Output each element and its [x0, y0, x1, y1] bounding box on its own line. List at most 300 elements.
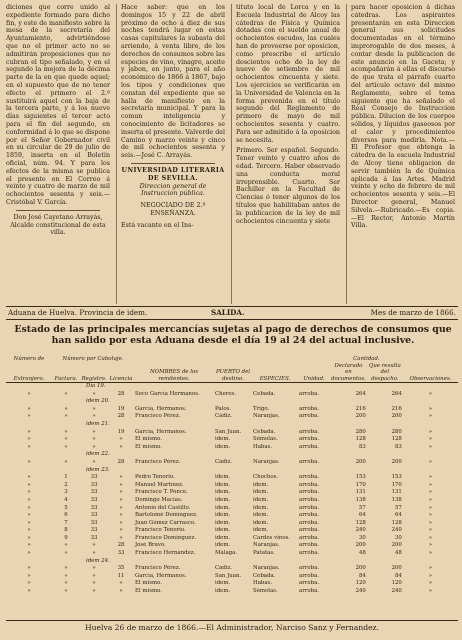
cell-registro: »: [92, 580, 96, 587]
cell-especie: idem.: [253, 519, 269, 526]
cell-unidad: arroba.: [299, 550, 319, 557]
cell-resulta: 128: [391, 519, 402, 526]
cell-remitente: Seco García Hermanos.: [135, 390, 200, 397]
cell-puerto: idem.: [215, 443, 231, 450]
cell-resulta: 170: [391, 481, 402, 488]
cell-declarado: 84: [359, 572, 366, 579]
cell-extranjero: »: [27, 565, 31, 572]
table-row: [6, 436, 458, 444]
cell-remitente: José Bravo.: [135, 542, 166, 549]
cell-unidad: arroba.: [299, 481, 319, 488]
cell-especie: Habas.: [253, 443, 273, 450]
cell-resulta: 84: [395, 572, 402, 579]
column-3-text: tituto local de Lorca y en la Escuela Industrial de Alcoy las cátedras de Física y Química dotadas con el sueldo anual de ochocientos escudos, las cuales han de proveerse por oposicion, como prescribe el artículo doscientos ocho de la ley de nueve de setiembre de mil ochocientos cincuenta y siete. Los ejercicios se verificarán en la Universidad de Valencia en la forma prevenida en el título segundo del Reglamento de primero de mayo de mil ochocientos sesenta y cuatro. Para ser admitido á la oposicion se necesita.: [236, 4, 340, 144]
cell-factura: »: [64, 428, 68, 435]
column-2-tail: Está vacante en el Ins-: [121, 221, 194, 229]
cell-factura: 1: [64, 474, 68, 481]
cell-extranjero: »: [27, 534, 31, 541]
header-unidad: Unidad.: [298, 363, 330, 383]
cell-remitente: García, Hermanos.: [135, 572, 187, 579]
date-row: [6, 383, 458, 391]
cell-puerto: Cheres.: [215, 390, 237, 397]
cell-resulta: 200: [391, 413, 402, 420]
cell-resulta: 264: [391, 390, 402, 397]
cell-declarado: 240: [355, 527, 366, 534]
table-row: [6, 580, 458, 588]
cell-declarado: 200: [355, 413, 366, 420]
cell-resulta: 30: [395, 534, 402, 541]
cell-remitente: El mismo.: [135, 443, 162, 450]
cell-remitente: Francisco Domínguez.: [135, 534, 197, 541]
cell-especie: idem.: [253, 512, 269, 519]
cell-especie: Cebada.: [253, 572, 276, 579]
cell-registro: »: [92, 428, 96, 435]
cell-observaciones: »: [428, 512, 433, 519]
cell-unidad: arroba.: [299, 405, 319, 412]
cell-licencia: »: [119, 489, 123, 496]
cell-observaciones: »: [428, 390, 433, 397]
table-row: [6, 429, 458, 437]
cell-especie: Naranjas.: [253, 542, 280, 549]
cell-factura: »: [64, 436, 68, 443]
cell-resulta: 48: [395, 550, 402, 557]
cell-unidad: arroba.: [299, 489, 319, 496]
cell-unidad: arroba.: [299, 565, 319, 572]
cell-especie: Sémolas.: [253, 588, 278, 595]
cell-unidad: arroba.: [299, 443, 319, 450]
cell-licencia: 28: [117, 390, 125, 397]
cell-remitente: Manuel Martínez.: [135, 481, 184, 488]
cell-extranjero: »: [27, 443, 31, 450]
cell-remitente: Francisco Hernández.: [135, 550, 196, 557]
cell-declarado: 120: [355, 580, 366, 587]
table-row: [6, 497, 458, 505]
cell-declarado: 153: [355, 474, 366, 481]
table-row: [6, 535, 458, 543]
table-row: [6, 527, 458, 535]
cell-observaciones: »: [428, 405, 433, 412]
cell-registro: »: [92, 458, 96, 465]
cell-especie: Cebada.: [253, 428, 276, 435]
cell-especie: Cardos vinos.: [253, 534, 291, 541]
header-cantidad: Cantidad.: [353, 356, 380, 362]
cell-remitente: Francisco Pérez.: [135, 565, 181, 572]
date-label: idem 23.: [86, 466, 110, 473]
cell-factura: 2: [64, 481, 68, 488]
cell-remitente: Francisco Pérez.: [135, 413, 181, 420]
column-3-list: Primero. Ser español. Segundo. Tener veinte y cuatro años de edad. Tercero. Haber observado una conducta moral irreprensible. Cuarto. Ser Bachiller en la Facultad de Ciencias ó tener algunos de los títulos que habilitaban antes de la publicacion de la ley de mil ochocientos cincuenta y siete: [236, 147, 340, 225]
cell-puerto: idem.: [215, 527, 231, 534]
cell-declarado: 128: [355, 436, 366, 443]
cell-puerto: Cádiz.: [215, 413, 233, 420]
table-row: [6, 520, 458, 528]
cell-factura: »: [64, 542, 68, 549]
cell-extranjero: »: [27, 527, 31, 534]
column-separator: [231, 4, 232, 304]
cell-puerto: Cádiz.: [215, 565, 233, 572]
cell-observaciones: »: [428, 443, 433, 450]
cell-resulta: 200: [391, 565, 402, 572]
cell-declarado: 48: [359, 550, 366, 557]
cell-puerto: San Juan.: [215, 572, 242, 579]
cell-declarado: 200: [355, 458, 366, 465]
cell-observaciones: »: [428, 550, 433, 557]
cell-extranjero: »: [27, 519, 31, 526]
cell-registro: 33: [90, 512, 98, 519]
cell-resulta: 57: [395, 504, 402, 511]
header-puerto: PUERTO del destino.: [214, 363, 252, 383]
cell-observaciones: »: [428, 428, 433, 435]
cell-puerto: idem.: [215, 436, 231, 443]
date-label: idem 22.: [86, 451, 110, 458]
cell-observaciones: »: [428, 519, 433, 526]
cell-observaciones: »: [428, 496, 433, 503]
customs-direction: SALIDA.: [211, 308, 245, 317]
cell-extranjero: »: [27, 436, 31, 443]
cell-factura: »: [64, 443, 68, 450]
date-row: [6, 421, 458, 429]
column-4-text: para hacer oposicion á dichas cátedras. Los aspirantes presentarán en esta Direccion general sus solicitudes documentadas en el término improrogable de dos meses, á contar desde la publicacion de este anuncio en la Gaceta; y acompañarán á ellas el discurso de que trata el párrafo cuarto del artículo octavo del mismo Reglamento, sobre el tema siguiente que ha señalado el Real Consejo de Instruccion pública. Dilucion de los cuerpos sólidos, y líquidos gaseosos por el calor y procedimientos diversos para medirla. Nota.—El Profesor que obtenga la cátedra de la escuela Industrial de Alcoy tiene obligacion de servir también la de Química aplicada á las Artes. Madrid veinte y ocho de febrero de mil ochocientos sesenta y seis.—El Director general, Manuel Silvela.—Rubricado.—Es copia.—El Rector, Antonio Martín Villa.: [351, 4, 455, 230]
cell-licencia: »: [119, 481, 123, 488]
cell-unidad: arroba.: [299, 413, 319, 420]
table-row: [6, 588, 458, 596]
cell-declarado: 264: [355, 390, 366, 397]
cell-especie: idem.: [253, 481, 269, 488]
header-especies: ESPECIES.: [252, 363, 298, 383]
cell-puerto: idem.: [215, 580, 231, 587]
cell-puerto: idem.: [215, 504, 231, 511]
cell-especie: Trigo.: [253, 405, 270, 412]
cell-licencia: 19: [117, 428, 125, 435]
table-body: [6, 383, 458, 596]
cell-extranjero: »: [27, 458, 31, 465]
cell-factura: 3: [64, 489, 68, 496]
cell-resulta: 120: [391, 580, 402, 587]
cell-especie: Sémolas.: [253, 436, 278, 443]
cell-remitente: Antonio del Castillo.: [135, 504, 191, 511]
cell-remitente: Pedro Tenorio.: [135, 474, 175, 481]
cell-especie: Naranjas.: [253, 458, 280, 465]
cell-unidad: arroba.: [299, 534, 319, 541]
cell-remitente: El mismo.: [135, 436, 162, 443]
column-2-text: Hace saber: que en los domingos 15 y 22 de abril próximo de ocho á diez de sus noches tendrá lugar en estas casas capitulares la subasta del arriendo, á venta libre, de los derechos de consumos sobre las especies de vino, vinagre, aceite y jabon, en junto, para el año económico de 1866 á 1867, bajo los tipos y condiciones que constan del expediente que se halla de manifiesto en la secretaría municipal. Y para la comun inteligencia y conocimiento de licitadores se inserta el presente. Valverde del Camino y marzo veinte y cinco de mil ochocientos sesenta y seis.—José C. Arrayás.: [121, 4, 225, 160]
date-label: Día 19.: [86, 383, 106, 389]
cell-factura: »: [64, 572, 68, 579]
cell-declarado: 216: [355, 405, 366, 412]
date-row: [6, 558, 458, 566]
cell-factura: »: [64, 458, 68, 465]
cell-resulta: 128: [391, 436, 402, 443]
cell-extranjero: »: [27, 428, 31, 435]
cell-unidad: arroba.: [299, 588, 319, 595]
cell-extranjero: »: [27, 512, 31, 519]
table-row: [6, 391, 458, 399]
cell-remitente: Francisco Tenorio.: [135, 527, 186, 534]
cell-resulta: 83: [395, 443, 402, 450]
cell-licencia: »: [119, 588, 123, 595]
goods-table: [6, 356, 458, 596]
cell-registro: 33: [90, 489, 98, 496]
cell-observaciones: »: [428, 534, 433, 541]
cell-resulta: 200: [391, 542, 402, 549]
cell-licencia: 19: [117, 405, 125, 412]
column-1: [6, 4, 110, 237]
column-4: [351, 4, 455, 230]
table-row: [6, 406, 458, 414]
cell-registro: »: [92, 550, 96, 557]
cell-observaciones: »: [428, 542, 433, 549]
date-row: [6, 467, 458, 475]
cell-factura: 4: [64, 496, 68, 503]
cell-extranjero: »: [27, 572, 31, 579]
cell-licencia: 33: [117, 550, 125, 557]
header-factura: Factura.: [52, 363, 80, 383]
cell-registro: »: [92, 572, 96, 579]
cell-declarado: 280: [355, 428, 366, 435]
column-2: [121, 4, 225, 230]
cell-unidad: arroba.: [299, 428, 319, 435]
cell-puerto: idem.: [215, 474, 231, 481]
cell-unidad: arroba.: [299, 436, 319, 443]
cell-registro: 33: [90, 504, 98, 511]
date-row: [6, 451, 458, 459]
cell-especie: Naranjas.: [253, 565, 280, 572]
cell-extranjero: »: [27, 390, 31, 397]
cell-registro: »: [92, 405, 96, 412]
text-columns: [6, 4, 458, 302]
cell-resulta: 131: [391, 489, 402, 496]
cell-licencia: »: [119, 504, 123, 511]
cell-extranjero: »: [27, 474, 31, 481]
cell-declarado: 30: [359, 534, 366, 541]
cell-factura: 8: [64, 527, 68, 534]
cell-licencia: »: [119, 512, 123, 519]
cell-registro: »: [92, 588, 96, 595]
cell-registro: 33: [90, 527, 98, 534]
cell-remitente: Francisco T. Ponce.: [135, 489, 188, 496]
cell-extranjero: »: [27, 542, 31, 549]
signature-footer: Huelva 26 de marzo de 1866.—El Administrador, Narciso Sanz y Fernandez.: [6, 620, 458, 632]
cell-declarado: 200: [355, 542, 366, 549]
cell-factura: »: [64, 580, 68, 587]
table-row: [6, 413, 458, 421]
direction-heading: Direccion general de Instruccion pública.: [139, 182, 207, 198]
cell-resulta: 138: [391, 496, 402, 503]
cell-extranjero: »: [27, 413, 31, 420]
cell-factura: 6: [64, 512, 68, 519]
cell-licencia: »: [119, 519, 123, 526]
divider: [131, 163, 215, 164]
date-row: [6, 398, 458, 406]
cell-puerto: idem.: [215, 542, 231, 549]
cell-declarado: 64: [359, 512, 366, 519]
header-que-resulta: Que resulta del despacho.: [367, 363, 403, 383]
cell-registro: 33: [90, 534, 98, 541]
cell-factura: »: [64, 413, 68, 420]
cell-declarado: 138: [355, 496, 366, 503]
cell-registro: 33: [90, 474, 98, 481]
table-title: Estado de las principales mercancías sujetas al pago de derechos de consumos que han salido por esta Aduana desde el día 19 al 24 del actual inclusive.: [14, 324, 452, 346]
cell-licencia: 35: [117, 565, 125, 572]
cell-extranjero: »: [27, 580, 31, 587]
cell-resulta: 153: [391, 474, 402, 481]
cell-observaciones: »: [428, 474, 433, 481]
cell-registro: »: [92, 443, 96, 450]
cell-factura: 7: [64, 519, 68, 526]
cell-observaciones: »: [428, 565, 433, 572]
table-row: [6, 482, 458, 490]
cell-observaciones: »: [428, 580, 433, 587]
cell-unidad: arroba.: [299, 512, 319, 519]
university-heading: UNIVERSIDAD LITERARIA DE SEVILLA.: [121, 166, 225, 182]
cell-remitente: García, Hermanos.: [135, 405, 187, 412]
cell-especie: idem.: [253, 496, 269, 503]
cell-licencia: 11: [117, 572, 125, 579]
cell-remitente: García, Hermanos.: [135, 428, 187, 435]
header-numero-de: Número de: [13, 356, 45, 362]
cell-extranjero: »: [27, 550, 31, 557]
cell-unidad: arroba.: [299, 527, 319, 534]
cell-unidad: arroba.: [299, 458, 319, 465]
cell-declarado: 131: [355, 489, 366, 496]
cell-extranjero: »: [27, 405, 31, 412]
cell-registro: »: [92, 390, 96, 397]
cell-observaciones: »: [428, 489, 433, 496]
cell-extranjero: »: [27, 496, 31, 503]
cell-unidad: arroba.: [299, 572, 319, 579]
cell-declarado: 170: [355, 481, 366, 488]
cell-licencia: »: [119, 443, 123, 450]
cell-especie: Habas.: [253, 580, 273, 587]
customs-month: Mes de marzo de 1866.: [370, 308, 456, 317]
cell-registro: 33: [90, 519, 98, 526]
cell-resulta: 216: [391, 405, 402, 412]
cell-unidad: arroba.: [299, 580, 319, 587]
cell-especie: Patatas.: [253, 550, 275, 557]
cell-licencia: »: [119, 534, 123, 541]
cell-unidad: arroba.: [299, 542, 319, 549]
table-row: [6, 459, 458, 467]
cell-puerto: idem.: [215, 588, 231, 595]
cell-registro: 33: [90, 481, 98, 488]
table-row: [6, 542, 458, 550]
cell-observaciones: »: [428, 481, 433, 488]
cell-licencia: »: [119, 474, 123, 481]
customs-location: Aduana de Huelva. Provincia de idem.: [8, 308, 148, 317]
cell-especie: Cebada.: [253, 390, 276, 397]
column-3: [236, 4, 340, 225]
cell-unidad: arroba.: [299, 519, 319, 526]
cell-declarado: 200: [355, 565, 366, 572]
cell-factura: »: [64, 390, 68, 397]
cell-resulta: 200: [391, 458, 402, 465]
cell-factura: »: [64, 550, 68, 557]
cell-registro: »: [92, 413, 96, 420]
cell-observaciones: »: [428, 436, 433, 443]
cell-puerto: idem.: [215, 519, 231, 526]
cell-unidad: arroba.: [299, 496, 319, 503]
cell-licencia: »: [119, 496, 123, 503]
cell-puerto: idem.: [215, 481, 231, 488]
cell-licencia: »: [119, 527, 123, 534]
cell-observaciones: »: [428, 588, 433, 595]
cell-observaciones: »: [428, 527, 433, 534]
cell-remitente: Francisco Pérez.: [135, 458, 181, 465]
date-label: idem 24.: [86, 557, 110, 564]
cell-declarado: 83: [359, 443, 366, 450]
cell-especie: idem.: [253, 527, 269, 534]
cell-registro: 33: [90, 496, 98, 503]
header-observaciones: Observaciones.: [403, 363, 458, 383]
cell-puerto: idem.: [215, 534, 231, 541]
cell-declarado: 128: [355, 519, 366, 526]
table-row: [6, 444, 458, 452]
table-row: [6, 489, 458, 497]
cell-puerto: Cádiz.: [215, 458, 233, 465]
header-extranjero: Extranjero.: [6, 363, 52, 383]
table-row: [6, 512, 458, 520]
cell-especie: Naranjas.: [253, 413, 280, 420]
table-row: [6, 505, 458, 513]
cell-licencia: »: [119, 436, 123, 443]
cell-factura: »: [64, 588, 68, 595]
customs-header-line: [6, 306, 458, 320]
cell-observaciones: »: [428, 572, 433, 579]
cell-puerto: idem.: [215, 512, 231, 519]
cell-unidad: arroba.: [299, 390, 319, 397]
cell-extranjero: »: [27, 588, 31, 595]
cell-declarado: 57: [359, 504, 366, 511]
cell-puerto: idem.: [215, 489, 231, 496]
cell-resulta: 64: [395, 512, 402, 519]
cell-declarado: 240: [355, 588, 366, 595]
cell-especie: Chochos.: [253, 474, 279, 481]
table-row: [6, 573, 458, 581]
table-row: [6, 474, 458, 482]
cell-unidad: arroba.: [299, 504, 319, 511]
cell-licencia: »: [119, 580, 123, 587]
cell-licencia: 28: [117, 458, 125, 465]
cell-remitente: El mismo.: [135, 588, 162, 595]
cell-remitente: Juan Gómez Carrasco.: [135, 519, 196, 526]
cell-observaciones: »: [428, 413, 433, 420]
cell-registro: »: [92, 542, 96, 549]
cell-factura: »: [64, 565, 68, 572]
cell-extranjero: »: [27, 504, 31, 511]
cell-especie: idem.: [253, 504, 269, 511]
cell-licencia: 28: [117, 413, 125, 420]
cell-factura: 9: [64, 534, 68, 541]
column-1-text: diciones que corre unido al expediente formado para dicho fin, y este de manifiesto sobre la mesa de la secretaría del Ayuntamiento, advirtiéndose que no el primer acto no se admitirán proposiciones que no cubran el tipo señalado, y en el segundo la mejora de la décima parte de la en que quede aquel; en el supuesto que de no tener efecto el primero el 2.º sustituirá aquel con la baja de la tercera parte, y á los nueve días siguientes el tercer acto para el fin del segundo, en conformidad á lo que se dispone por el Señor Gobernador civil en su circular de 29 de julio de 1859, inserta en el Boletín oficial, núm. 94. Y para los efectos de la misma se publica el presente en El Correo á veinte y cuatro de marzo de mil ochocientos sesenta y seis.—Cristóbal V. García.: [6, 4, 110, 206]
cell-registro: »: [92, 565, 96, 572]
cell-factura: »: [64, 405, 68, 412]
cell-registro: »: [92, 436, 96, 443]
cell-puerto: idem.: [215, 496, 231, 503]
cell-remitente: El mismo.: [135, 580, 162, 587]
cell-extranjero: »: [27, 489, 31, 496]
cell-especie: idem.: [253, 489, 269, 496]
cell-licencia: 28: [117, 542, 125, 549]
column-1-signature: Don José Cayetano Arrayás, Alcalde constitucional de esta villa.: [10, 213, 106, 237]
column-separator: [346, 4, 347, 304]
header-nombres: NOMBRES de los remitentes.: [134, 363, 214, 383]
divider: [16, 210, 100, 211]
header-registro: Registro.: [80, 363, 108, 383]
cell-remitente: Domingo Macías.: [135, 496, 183, 503]
cell-observaciones: »: [428, 458, 433, 465]
table-row: [6, 550, 458, 558]
header-declarado: Declarado en documentos.: [331, 362, 366, 382]
